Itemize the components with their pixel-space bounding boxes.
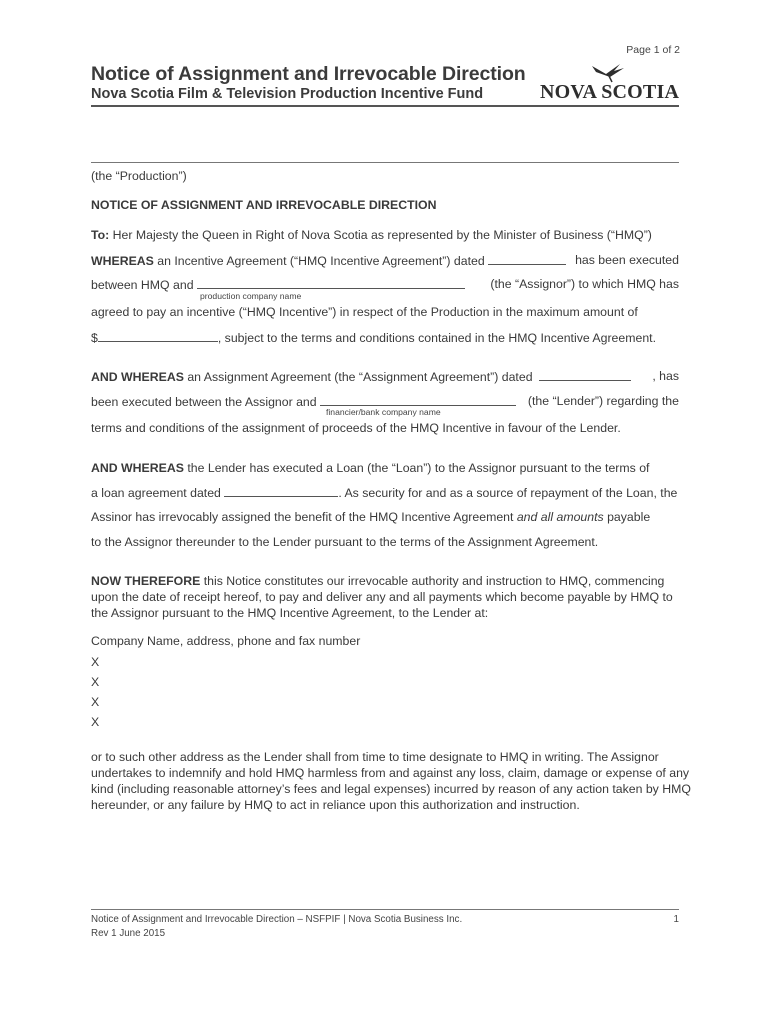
footer-rule — [91, 909, 679, 910]
whereas-2-line-2: been executed between the Assignor and (the “Lender”) regarding the — [91, 394, 679, 409]
closing-paragraph: or to such other address as the Lender shall from time to time designate to HMQ in writing. The Assignor undertakes to indemnify and hold HMQ harmless from and against any loss, claim, damage or expense of any kind (including reasonable attorney’s fees and legal expenses) incurred by reason of any action taken by HMQ hereunder, or any failure by HMQ to act in reliance upon this authorization and instruction. — [91, 750, 691, 812]
whereas-3-line-4: to the Assignor thereunder to the Lender pursuant to the terms of the Assignment Agreement. — [91, 535, 599, 549]
whereas-3-line-2: a loan agreement dated . As security for and as a source of repayment of the Loan, the — [91, 486, 678, 500]
address-line-4[interactable]: X — [91, 715, 100, 729]
production-company-caption: production company name — [200, 291, 302, 301]
whereas-3-line-1: AND WHEREAS the Lender has executed a Loan (the “Loan”) to the Assignor pursuant to the terms of — [91, 461, 650, 475]
footer-page-number: 1 — [673, 914, 679, 925]
company-details-label: Company Name, address, phone and fax number — [91, 634, 361, 648]
now-therefore-paragraph: NOW THEREFORE this Notice constitutes our irrevocable authority and instruction to HMQ, commencing upon the date of receipt hereof, to pay and deliver any and all payments which become payable by HMQ to the Assignor pursuant to the HMQ Incentive Agreement, to the Lender at: — [91, 574, 673, 620]
whereas-3-line-3: Assinor has irrevocably assigned the benefit of the HMQ Incentive Agreement and all amounts payable — [91, 510, 651, 524]
address-line-2[interactable]: X — [91, 675, 100, 689]
assignment-date-field[interactable] — [539, 369, 631, 381]
whereas-2-line-1: AND WHEREAS an Assignment Agreement (the “Assignment Agreement”) dated , has — [91, 369, 679, 384]
whereas-1-keyword: WHEREAS — [91, 254, 154, 268]
whereas-1-line-1: WHEREAS an Incentive Agreement (“HMQ Incentive Agreement”) dated has been executed — [91, 253, 679, 268]
production-company-field[interactable] — [197, 277, 465, 289]
financier-company-field[interactable] — [320, 394, 516, 406]
document-subtitle: Nova Scotia Film & Television Production Incentive Fund — [91, 86, 484, 102]
production-label: (the “Production”) — [91, 169, 187, 183]
maximum-amount-field[interactable] — [98, 330, 218, 342]
whereas-1-line-3: agreed to pay an incentive (“HMQ Incentive”) in respect of the Production in the maximum amount of — [91, 305, 638, 319]
to-text: Her Majesty the Queen in Right of Nova Scotia as represented by the Minister of Business (“HMQ”) — [112, 228, 652, 242]
to-line — [91, 228, 679, 243]
footer-left-text: Notice of Assignment and Irrevocable Direction – NSFPIF | Nova Scotia Business Inc. — [91, 914, 463, 925]
whereas-1-line-2: between HMQ and (the “Assignor”) to which HMQ has — [91, 277, 679, 292]
whereas-1-line-4: $ , subject to the terms and conditions contained in the HMQ Incentive Agreement. — [91, 331, 656, 345]
whereas-2-keyword: AND WHEREAS — [91, 370, 184, 384]
logo-text: NOVA SCOTIA — [540, 81, 680, 103]
incentive-date-field[interactable] — [488, 253, 566, 265]
page-indicator: Page 1 of 2 — [626, 44, 680, 56]
financier-company-caption: financier/bank company name — [326, 407, 441, 417]
address-line-1[interactable]: X — [91, 655, 100, 669]
header-rule — [91, 105, 679, 107]
loan-date-field[interactable] — [224, 485, 338, 497]
to-label: To: — [91, 228, 110, 242]
production-rule — [91, 162, 679, 163]
now-therefore-keyword: NOW THEREFORE — [91, 574, 201, 588]
footer-revision: Rev 1 June 2015 — [91, 928, 166, 939]
whereas-2-line-3: terms and conditions of the assignment of proceeds of the HMQ Incentive in favour of the Lender. — [91, 421, 621, 435]
nova-scotia-logo — [540, 62, 682, 104]
section-heading: NOTICE OF ASSIGNMENT AND IRREVOCABLE DIRECTION — [91, 198, 437, 212]
address-line-3[interactable]: X — [91, 695, 100, 709]
whereas-3-keyword: AND WHEREAS — [91, 461, 184, 475]
document-title: Notice of Assignment and Irrevocable Direction — [91, 63, 526, 85]
